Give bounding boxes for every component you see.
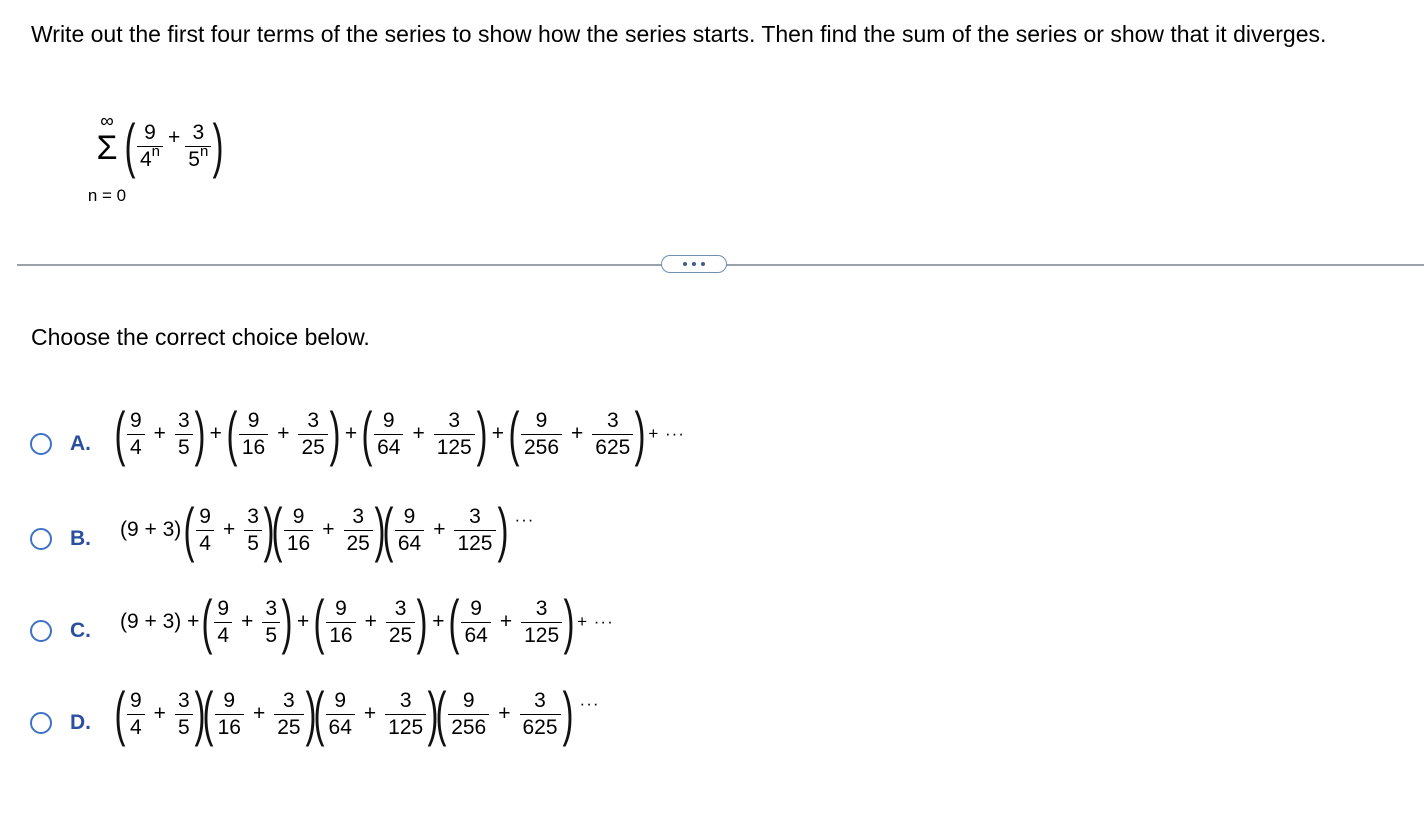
fraction <box>592 409 633 460</box>
denominator: 25 <box>386 622 415 648</box>
denominator: 16 <box>215 714 244 740</box>
denominator: 64 <box>461 622 490 648</box>
fraction <box>244 505 262 556</box>
fraction <box>326 597 355 648</box>
plus-operator: + <box>252 702 266 725</box>
fraction <box>239 409 268 460</box>
choice-letter: D. <box>70 711 91 734</box>
ellipsis: ··· <box>579 694 600 713</box>
fraction <box>385 689 426 740</box>
numerator: 3 <box>535 596 548 620</box>
parenthesis: ) <box>305 680 317 747</box>
numerator: 9 <box>382 408 395 432</box>
fraction <box>374 409 403 460</box>
fraction <box>298 409 327 460</box>
ellipsis-icon <box>683 262 687 266</box>
denominator: 125 <box>521 622 562 648</box>
parenthesis: ) <box>496 496 508 563</box>
ellipsis: + ··· <box>577 612 614 631</box>
sigma-symbol: Σ <box>96 129 118 167</box>
numerator: 9 <box>403 504 416 528</box>
numerator: 3 <box>394 596 407 620</box>
numerator: 9 <box>535 408 548 432</box>
numerator: 9 <box>129 408 142 432</box>
choice-d[interactable] <box>30 680 930 760</box>
numerator: 3 <box>265 596 278 620</box>
parenthesis: ) <box>194 400 206 467</box>
denominator: 125 <box>385 714 426 740</box>
parenthesis: ) <box>476 400 488 467</box>
numerator: 9 <box>335 596 347 620</box>
plus-operator: + <box>322 518 335 541</box>
numerator: 9 <box>129 688 142 712</box>
plus-operator: + <box>412 422 425 445</box>
fraction <box>274 689 303 740</box>
plus-operator: + <box>241 610 254 633</box>
fraction <box>520 689 561 740</box>
choice-c[interactable] <box>30 588 930 664</box>
plus-operator: + <box>498 702 511 725</box>
fraction <box>454 505 495 556</box>
denominator: 16 <box>326 622 355 648</box>
choice-prompt: Choose the correct choice below. <box>31 324 370 350</box>
denominator: 25 <box>274 714 303 740</box>
choice-expression <box>114 400 685 467</box>
leading-term: (9 + 3) + <box>120 610 200 633</box>
numerator: 3 <box>247 504 259 528</box>
plus-operator: + <box>153 702 166 725</box>
denominator: 5 <box>175 714 193 740</box>
fraction <box>395 505 424 556</box>
denominator: 16 <box>239 434 268 460</box>
denominator: 5 <box>262 622 280 648</box>
fraction <box>284 505 313 556</box>
denominator: 5 <box>244 530 262 556</box>
fraction <box>196 505 214 556</box>
denominator: 25 <box>344 530 373 556</box>
numerator: 9 <box>199 504 211 528</box>
denominator: 625 <box>520 714 561 740</box>
radio-b[interactable] <box>30 528 52 550</box>
parenthesis: ( <box>361 400 373 467</box>
plus-operator: + <box>433 518 446 541</box>
leading-term: (9 + 3) <box>120 518 182 541</box>
series-expression <box>82 112 282 212</box>
denominator: 4 <box>127 714 145 740</box>
choice-b[interactable] <box>30 496 930 574</box>
parenthesis: ( <box>202 680 214 747</box>
parenthesis: ) <box>281 588 293 655</box>
plus-operator: + <box>571 422 584 445</box>
numerator: 3 <box>606 408 619 432</box>
plus-operator: + <box>153 422 166 445</box>
parenthesis: ) <box>329 400 341 467</box>
numerator: 3 <box>177 408 190 432</box>
fraction <box>175 409 193 460</box>
parenthesis: ) <box>563 588 575 655</box>
choice-letter: B. <box>70 527 91 550</box>
fraction <box>175 689 193 740</box>
numerator: 3 <box>534 688 546 712</box>
choice-letter: C. <box>70 619 91 642</box>
summation-upper-limit: ∞ <box>100 111 114 132</box>
fraction <box>127 409 145 460</box>
parenthesis: ( <box>448 588 460 655</box>
series-term <box>124 112 224 179</box>
numerator: 9 <box>292 504 305 528</box>
fraction <box>185 121 211 172</box>
fraction <box>521 597 562 648</box>
plus-operator: + <box>222 518 236 541</box>
fraction <box>215 689 244 740</box>
parenthesis: ( <box>271 496 283 563</box>
plus-operator: + <box>168 126 181 149</box>
numerator: 9 <box>470 596 482 620</box>
summation-lower-limit: n = 0 <box>87 186 127 205</box>
plus-operator: + <box>344 422 358 445</box>
ellipsis: + ··· <box>648 424 685 443</box>
denominator: 4 <box>127 434 145 460</box>
numerator: 3 <box>283 688 295 712</box>
fraction <box>262 597 280 648</box>
parenthesis: ( <box>114 680 126 747</box>
parenthesis: ) <box>374 496 386 563</box>
parenthesis: ( <box>313 588 325 655</box>
plus-operator: + <box>209 422 222 445</box>
denominator: 4$^n$ <box>137 146 163 172</box>
parenthesis: ) <box>427 680 439 747</box>
parenthesis: ) <box>562 680 574 747</box>
choice-expression <box>116 588 614 655</box>
numerator: 3 <box>352 504 365 528</box>
fraction <box>521 409 562 460</box>
parenthesis: ) <box>194 680 206 747</box>
denominator: 256 <box>448 714 489 740</box>
denominator: 64 <box>395 530 424 556</box>
fraction <box>344 505 373 556</box>
denominator: 64 <box>374 434 403 460</box>
parenthesis: ) <box>416 588 428 655</box>
denominator: 125 <box>434 434 475 460</box>
fraction <box>127 689 145 740</box>
denominator: 4 <box>196 530 214 556</box>
parenthesis: ) <box>212 112 224 179</box>
numerator: 3 <box>307 408 319 432</box>
fraction <box>448 689 489 740</box>
denominator: 125 <box>454 530 495 556</box>
fraction <box>214 597 232 648</box>
fraction <box>386 597 415 648</box>
plus-operator: + <box>499 610 513 633</box>
numerator: 3 <box>192 120 205 144</box>
numerator: 9 <box>144 120 156 144</box>
question-text: Write out the first four terms of the series to show how the series starts. Then find the sum of the series or show that it diverges. <box>31 21 1327 47</box>
fraction <box>137 121 163 172</box>
choice-a[interactable] <box>30 402 930 472</box>
plus-operator: + <box>277 422 290 445</box>
numerator: 9 <box>217 596 230 620</box>
plus-operator: + <box>364 610 377 633</box>
denominator: 16 <box>284 530 313 556</box>
denominator: 5 <box>175 434 193 460</box>
denominator: 5$^n$ <box>185 146 211 172</box>
parenthesis: ( <box>508 400 520 467</box>
parenthesis: ( <box>226 400 238 467</box>
numerator: 9 <box>223 688 236 712</box>
choice-expression <box>116 496 535 563</box>
fraction <box>326 689 355 740</box>
parenthesis: ( <box>114 400 126 467</box>
numerator: 3 <box>469 504 481 528</box>
numerator: 9 <box>247 408 260 432</box>
radio-d[interactable] <box>30 712 52 734</box>
parenthesis: ) <box>263 496 275 563</box>
numerator: 3 <box>177 688 190 712</box>
choice-expression <box>114 680 600 747</box>
parenthesis: ) <box>634 400 646 467</box>
denominator: 25 <box>298 434 327 460</box>
denominator: 625 <box>592 434 633 460</box>
plus-operator: + <box>491 422 504 445</box>
parenthesis: ( <box>313 680 325 747</box>
numerator: 3 <box>448 408 461 432</box>
denominator: 4 <box>214 622 232 648</box>
fraction <box>461 597 490 648</box>
parenthesis: ( <box>382 496 394 563</box>
radio-a[interactable] <box>30 433 52 455</box>
numerator: 9 <box>334 688 347 712</box>
plus-operator: + <box>432 610 445 633</box>
parenthesis: ( <box>183 496 195 563</box>
numerator: 9 <box>462 688 475 712</box>
choice-letter: A. <box>70 432 91 455</box>
more-options-button[interactable] <box>661 255 727 273</box>
parenthesis: ( <box>124 112 136 179</box>
parenthesis: ( <box>435 680 447 747</box>
plus-operator: + <box>363 702 377 725</box>
denominator: 64 <box>326 714 355 740</box>
parenthesis: ( <box>201 588 213 655</box>
ellipsis: ··· <box>514 510 535 529</box>
numerator: 3 <box>399 688 412 712</box>
plus-operator: + <box>297 610 310 633</box>
radio-c[interactable] <box>30 620 52 642</box>
fraction <box>434 409 475 460</box>
denominator: 256 <box>521 434 562 460</box>
